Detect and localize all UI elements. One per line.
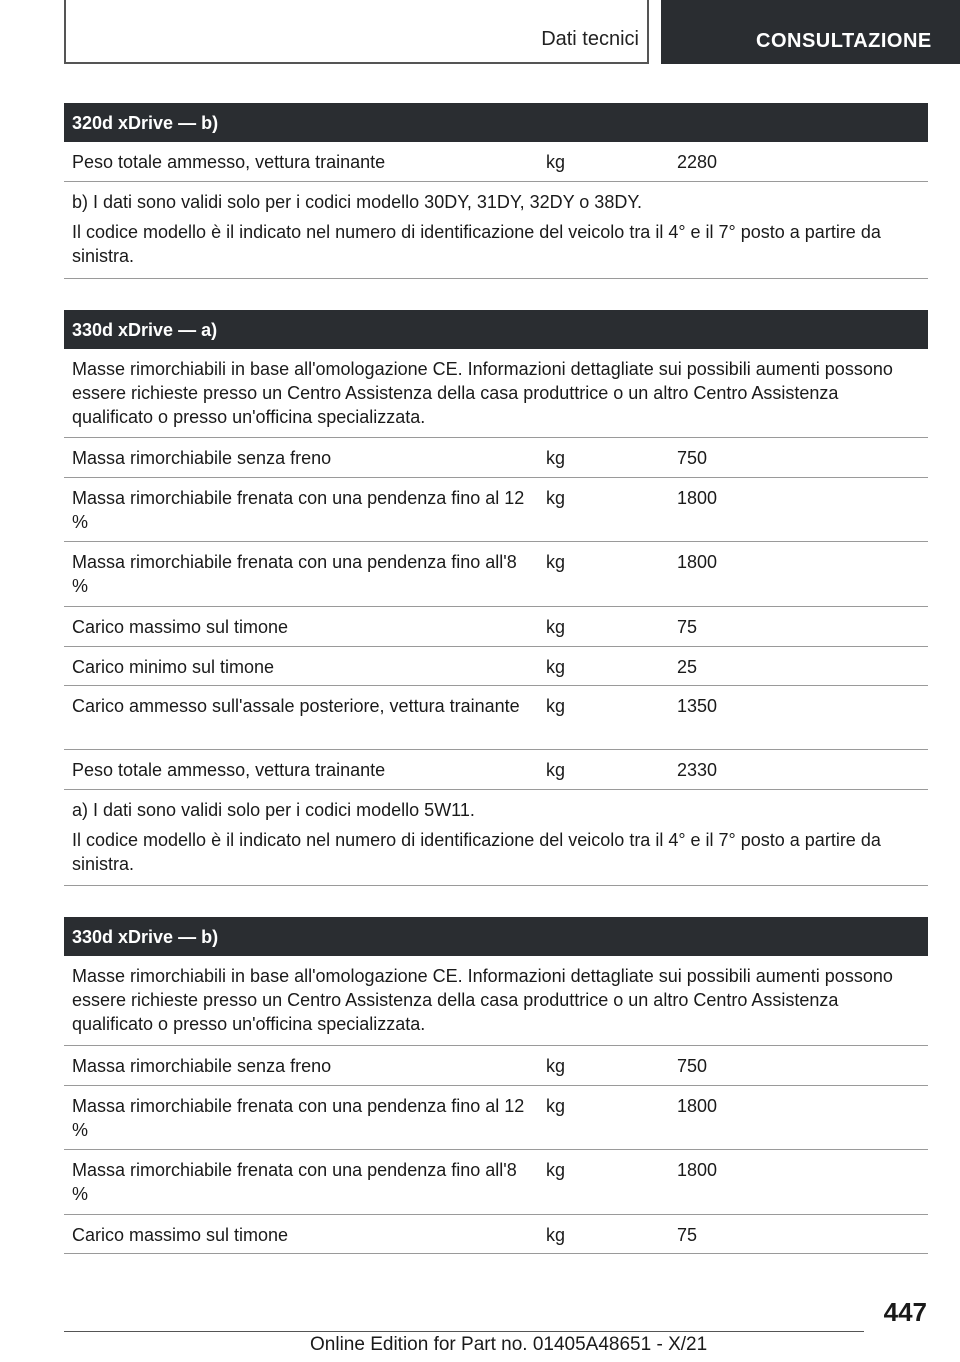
row-label: Carico massimo sul timone	[72, 617, 289, 637]
row-value: 1800	[677, 488, 718, 508]
row-value: 1800	[677, 1160, 718, 1180]
row-unit: kg	[546, 552, 566, 572]
row-value: 75	[677, 617, 698, 637]
row-unit: kg	[546, 488, 566, 508]
note-text: Il codice modello è il indicato nel numero di identificazione del veicolo tra il 4° e il 7° posto a partire da sinistra.	[72, 830, 881, 874]
row-label: Carico massimo sul timone	[72, 1225, 289, 1245]
table-row	[64, 1150, 928, 1215]
table-row	[64, 542, 928, 607]
table-row	[64, 478, 928, 542]
row-value: 2330	[677, 760, 718, 780]
table-row	[64, 607, 928, 647]
row-unit: kg	[546, 152, 566, 172]
row-label: Massa rimorchiabile frenata con una pendenza fino al 12 %	[72, 488, 525, 532]
table-title: 330d xDrive — b)	[64, 917, 928, 956]
note-text: Il codice modello è il indicato nel numero di identificazione del veicolo tra il 4° e il 7° posto a partire da sinistra.	[72, 222, 881, 266]
row-label: Massa rimorchiabile senza freno	[72, 448, 332, 468]
spec-table-330d-b	[64, 917, 928, 1254]
note-text: b) I dati sono validi solo per i codici modello 30DY, 31DY, 32DY o 38DY.	[72, 192, 643, 212]
row-label: Carico ammesso sull'assale posteriore, vettura trainante	[72, 696, 520, 716]
row-unit: kg	[546, 448, 566, 468]
table-row	[64, 438, 928, 478]
row-unit: kg	[546, 696, 566, 716]
row-value: 1350	[677, 696, 718, 716]
table-row	[64, 647, 928, 686]
row-label: Massa rimorchiabile frenata con una pendenza fino al 12 %	[72, 1096, 525, 1140]
row-unit: kg	[546, 1225, 566, 1245]
table-title: 330d xDrive — a)	[64, 310, 928, 349]
footer-edition: Online Edition for Part no. 01405A48651 - X/21	[310, 1334, 708, 1355]
table-row	[64, 750, 928, 790]
row-value: 25	[677, 657, 698, 677]
header-chapter-tab[interactable]: CONSULTAZIONE	[661, 0, 960, 64]
table-row	[64, 1215, 928, 1254]
table-intro: Masse rimorchiabili in base all'omologazione CE. Informazioni dettagliate sui possibili aumenti possono essere richieste presso un Centro Assistenza della casa produttrice o un altro Centro Assistenza qualificato o presso un'officina specializzata.	[64, 349, 928, 438]
row-label: Carico minimo sul timone	[72, 657, 275, 677]
row-unit: kg	[546, 1056, 566, 1076]
row-value: 750	[677, 448, 708, 468]
table-notes	[64, 182, 928, 279]
spec-table-330d-a	[64, 310, 928, 886]
table-notes	[64, 790, 928, 886]
row-value: 750	[677, 1056, 708, 1076]
row-label: Massa rimorchiabile senza freno	[72, 1056, 332, 1076]
row-label: Peso totale ammesso, vettura trainante	[72, 152, 386, 172]
row-unit: kg	[546, 760, 566, 780]
row-value: 2280	[677, 152, 718, 172]
note-text: a) I dati sono validi solo per i codici modello 5W11.	[72, 800, 475, 820]
table-title: 320d xDrive — b)	[64, 103, 928, 142]
row-value: 75	[677, 1225, 698, 1245]
row-label: Massa rimorchiabile frenata con una pendenza fino all'8 %	[72, 1160, 517, 1204]
row-unit: kg	[546, 617, 566, 637]
table-row	[64, 1086, 928, 1150]
row-unit: kg	[546, 1160, 566, 1180]
row-value: 1800	[677, 1096, 718, 1116]
header-section-title: Dati tecnici	[541, 28, 639, 50]
row-label: Massa rimorchiabile frenata con una pendenza fino all'8 %	[72, 552, 517, 596]
page-number: 447	[883, 1297, 927, 1327]
header-section-box	[64, 0, 649, 64]
row-value: 1800	[677, 552, 718, 572]
table-intro: Masse rimorchiabili in base all'omologazione CE. Informazioni dettagliate sui possibili aumenti possono essere richieste presso un Centro Assistenza della casa produttrice o un altro Centro Assistenza qualificato o presso un'officina specializzata.	[64, 956, 928, 1046]
row-unit: kg	[546, 1096, 566, 1116]
spec-table-320d-b	[64, 103, 928, 279]
row-label: Peso totale ammesso, vettura trainante	[72, 760, 386, 780]
footer-divider	[64, 1331, 864, 1332]
row-unit: kg	[546, 657, 566, 677]
table-row	[64, 142, 928, 182]
table-row	[64, 686, 928, 750]
table-row	[64, 1046, 928, 1086]
